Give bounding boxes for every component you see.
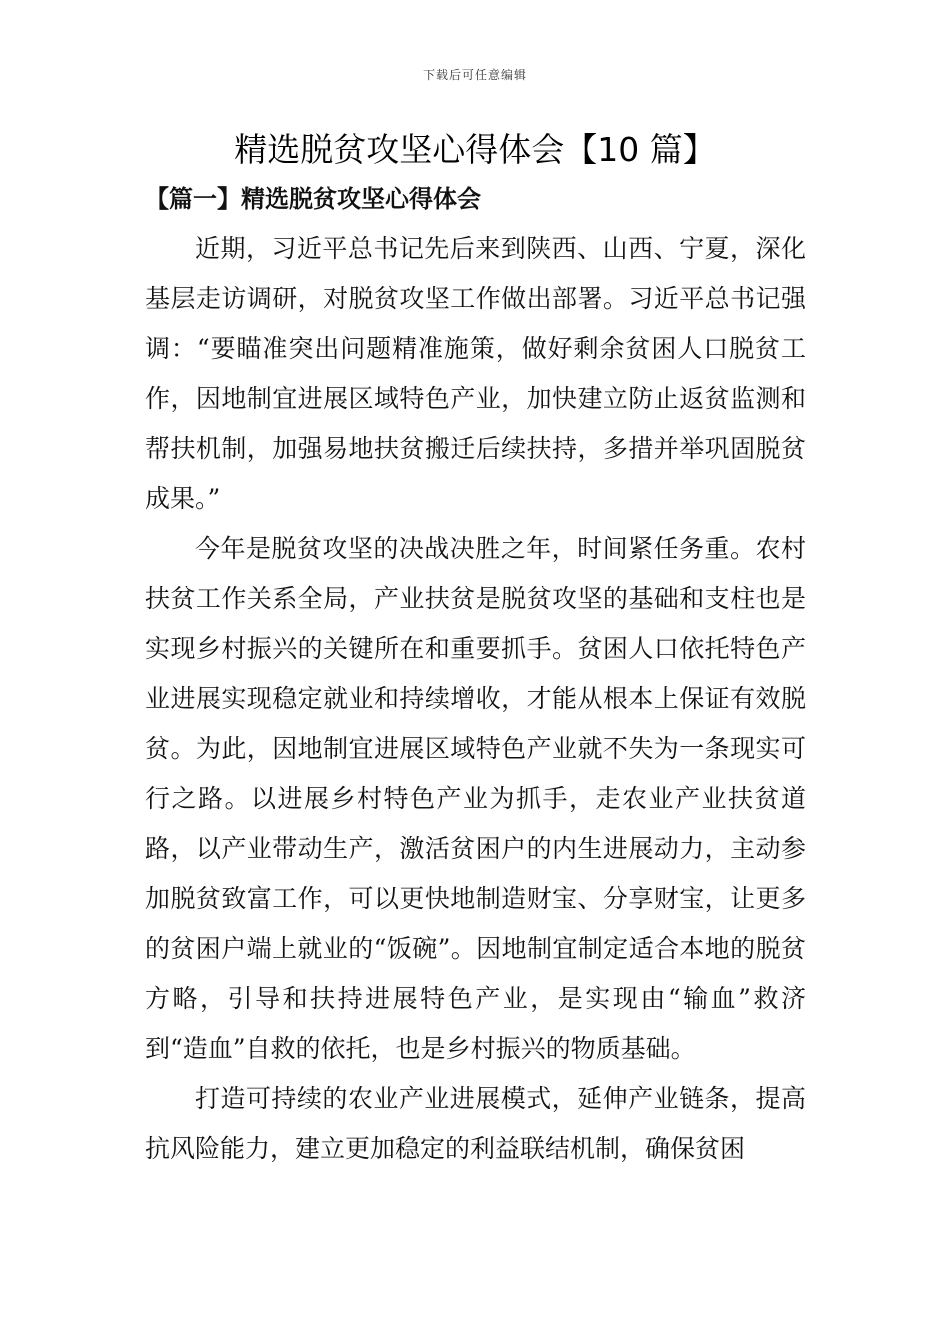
- paragraph-2: 今年是脱贫攻坚的决战决胜之年，时间紧任务重。农村扶贫工作关系全局，产业扶贫是脱贫攻坚的基础和支柱也是实现乡村振兴的关键所在和重要抓手。贫困人口依托特色产业进展实现稳定就业和持续增收，才能从根本上保证有效脱贫。为此，因地制宜进展区域特色产业就不失为一条现实可行之路。以进展乡村特色产业为抓手，走农业产业扶贫道路，以产业带动生产，激活贫困户的内生进展动力，主动参加脱贫致富工作，可以更快地制造财宝、分享财宝，让更多的贫困户端上就业的“饭碗”。因地制宜制定适合本地的脱贫方略，引导和扶持进展特色产业，是实现由“输血”救济到“造血”自救的依托，也是乡村振兴的物质基础。: [145, 534, 806, 1063]
- paragraph-3: 打造可持续的农业产业进展模式，延伸产业链条，提高抗风险能力，建立更加稳定的利益联结机制，确保贫困: [145, 1084, 806, 1163]
- paragraph-1: 近期，习近平总书记先后来到陕西、山西、宁夏，深化基层走访调研，对脱贫攻坚工作做出部署。习近平总书记强调：“要瞄准突出问题精准施策，做好剩余贫困人口脱贫工作，因地制宜进展区域特色产业，加快建立防止返贫监测和帮扶机制，加强易地扶贫搬迁后续扶持，多措并举巩固脱贫成果。”: [145, 234, 806, 513]
- section-heading: 【篇一】精选脱贫攻坚心得体会: [145, 184, 481, 213]
- document-body: [145, 224, 806, 1174]
- header-note: 下载后可任意编辑: [422, 68, 527, 82]
- document-title: 精选脱贫攻坚心得体会【10 篇】: [234, 130, 716, 169]
